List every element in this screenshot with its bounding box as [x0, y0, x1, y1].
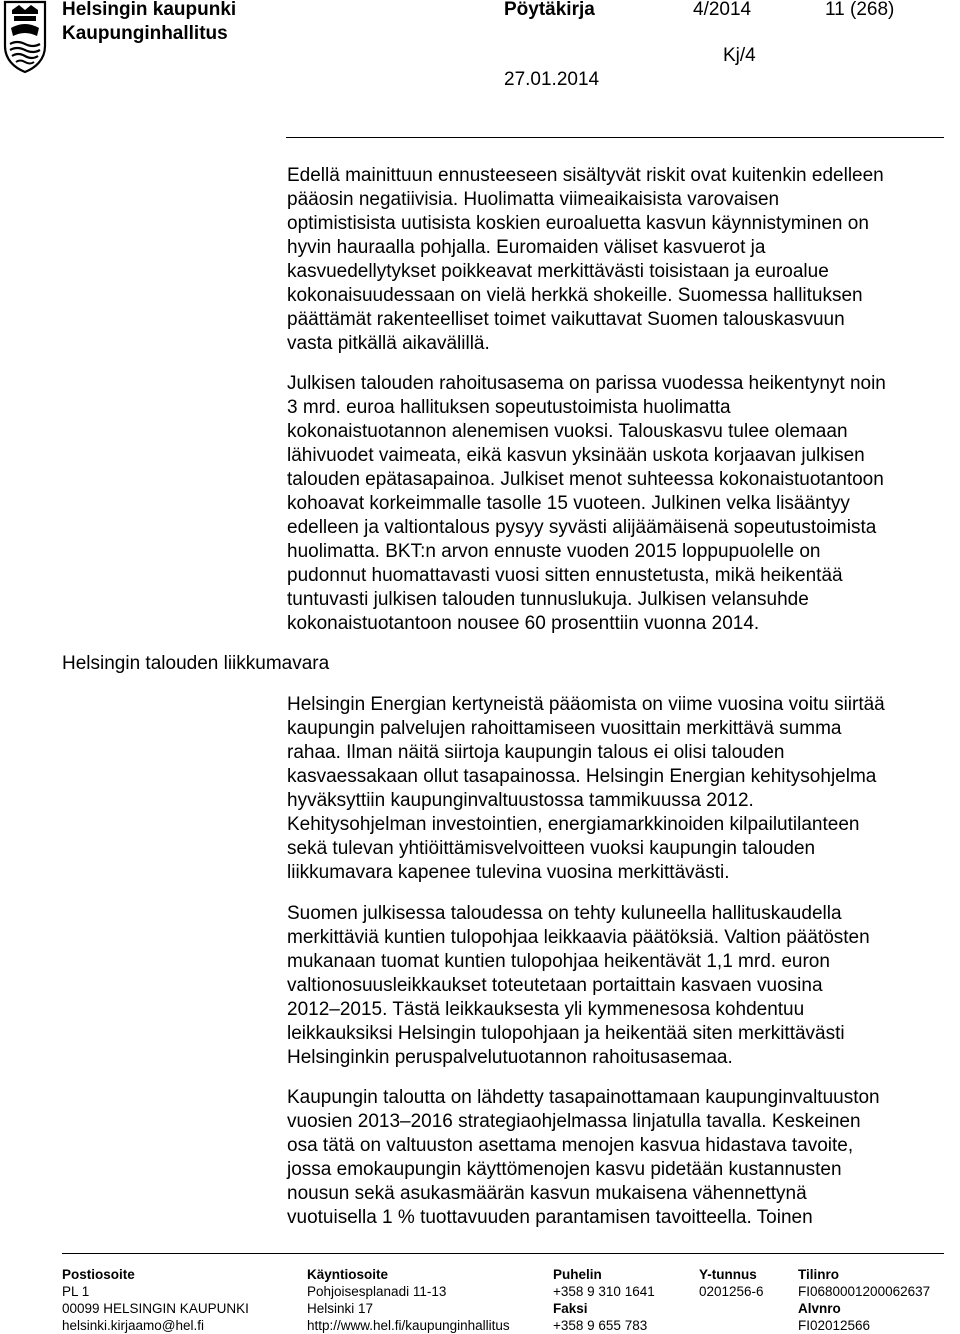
footer-business-id [699, 1266, 764, 1300]
header-section: Kj/4 [723, 45, 756, 66]
text-line: Edellä mainittuun ennusteeseen sisältyvät riskit ovat kuitenkin edelleen [287, 165, 884, 186]
text-line: kasvuedellytykset poikkeavat merkittävästi toisistaan ja euroalue [287, 261, 829, 282]
paragraph-state-cuts [287, 902, 955, 1070]
footer-line: 00099 HELSINGIN KAUPUNKI [62, 1301, 249, 1316]
side-heading: Helsingin talouden liikkumavara [62, 653, 330, 674]
text-line: lähivuodet vaimeata, eikä kasvun yksinään uskota korjaavan julkisen [287, 445, 865, 466]
text-line: edelleen ja valtiontalous pysyy syvästi alijäämäisenä sopeutustoimista [287, 517, 877, 538]
footer-line: +358 9 310 1641 [553, 1284, 655, 1299]
footer-line: Helsinki 17 [307, 1301, 374, 1316]
text-line: sekä tulevan yhtiöittämisvelvoitteen vuoksi kaupungin talouden [287, 838, 816, 859]
text-line: vasta pitkällä aikavälillä. [287, 333, 490, 354]
text-line: optimistisista uutisista koskien euroaluetta kasvun käynnistyminen on [287, 213, 869, 234]
text-line: Helsinginkin peruspalvelutuotannon rahoitusasemaa. [287, 1047, 733, 1068]
text-line: Helsingin Energian kertyneistä pääomista on viime vuosina voitu siirtää [287, 694, 885, 715]
text-line: leikkauksiksi Helsingin tulopohjaan ja heikentää siten merkittävästi [287, 1023, 845, 1044]
text-line: jossa emokaupungin käyttömenojen kasvu pidetään kustannusten [287, 1159, 842, 1180]
city-crest-logo [2, 0, 48, 74]
text-line: tuntuvasti julkisen talouden tunnuslukuja. Julkisen velansuhde [287, 589, 809, 610]
text-line: päättämät rakenteelliset toimet vaikuttavat Suomen talouskasvuun [287, 309, 845, 330]
text-line: mukanaan tuomat kuntien tulopohjaa heikentävät 1,1 mrd. euron [287, 951, 830, 972]
footer-heading: Alvnro [798, 1301, 841, 1316]
text-line: 3 mrd. euroa hallituksen sopeutustoimista huolimatta [287, 397, 731, 418]
footer-heading: Puhelin [553, 1267, 602, 1282]
header-date: 27.01.2014 [504, 69, 600, 90]
text-line: Kehitysohjelman investointien, energiamarkkinoiden kilpailutilanteen [287, 814, 860, 835]
footer-line: Pohjoisesplanadi 11-13 [307, 1284, 447, 1299]
text-line: vuotuisella 1 % tuottavuuden parantamisen tavoitteella. Toinen [287, 1207, 813, 1228]
footer-heading: Faksi [553, 1301, 588, 1316]
footer-heading: Postiosoite [62, 1267, 135, 1282]
header-doc-number: 4/2014 [693, 0, 752, 20]
footer-line: PL 1 [62, 1284, 90, 1299]
header-divider [286, 137, 944, 138]
footer-heading: Tilinro [798, 1267, 840, 1282]
header-doc-type: Pöytäkirja [504, 0, 595, 20]
text-line: talouden epätasapainoa. Julkiset menot suhteessa kokonaistuotantoon [287, 469, 884, 490]
footer-heading: Y-tunnus [699, 1267, 757, 1282]
text-line: osa tätä on valtuuston asettama menojen kasvua hidastava tavoite, [287, 1135, 854, 1156]
text-line: merkittäviä kuntien tulopohjaa leikkaavia päätöksiä. Valtion päätösten [287, 927, 870, 948]
paragraph-strategy [287, 1086, 955, 1230]
footer-divider [62, 1253, 944, 1254]
text-line: Kaupungin taloutta on lähdetty tasapainottamaan kaupunginvaltuuston [287, 1087, 880, 1108]
text-line: 2012–2015. Tästä leikkauksesta yli kymmenesosa kohdentuu [287, 999, 805, 1020]
footer-account [798, 1266, 930, 1334]
text-line: kohoavat korkeimmalle tasolle 15 vuoteen. Julkinen velka lisääntyy [287, 493, 850, 514]
footer-website: http://www.hel.fi/kaupunginhallitus [307, 1318, 510, 1333]
header-page-count: 11 (268) [825, 0, 895, 20]
header-body: Kaupunginhallitus [62, 23, 228, 44]
text-line: nousun sekä asukasmäärän kasvun mukaisena vähennettynä [287, 1183, 807, 1204]
text-line: kaupungin palvelujen rahoittamiseen vuosittain merkittävä summa [287, 718, 842, 739]
paragraph-helsinki-energy [287, 693, 955, 885]
footer-line: +358 9 655 783 [553, 1318, 648, 1333]
paragraph-risks [287, 164, 955, 356]
header-org: Helsingin kaupunki [62, 0, 237, 20]
text-line: valtionosuusleikkaukset toteutetaan portaittain kasvaen vuosina [287, 975, 823, 996]
footer-postal-address [62, 1266, 249, 1334]
footer-line: 0201256-6 [699, 1284, 764, 1299]
text-line: rahaa. Ilman näitä siirtoja kaupungin talous ei olisi talouden [287, 742, 785, 763]
text-line: Suomen julkisessa taloudessa on tehty kuluneella hallituskaudella [287, 903, 842, 924]
text-line: huolimatta. BKT:n arvon ennuste vuoden 2015 loppupuolelle on [287, 541, 821, 562]
text-line: kokonaistuotannon alenemisen vuoksi. Talouskasvu tulee olemaan [287, 421, 848, 442]
text-line: hyvin hauraalla pohjalla. Euromaiden väliset kasvuerot ja [287, 237, 766, 258]
footer-heading: Käyntiosoite [307, 1267, 389, 1282]
footer-line: FI02012566 [798, 1318, 871, 1333]
paragraph-public-finance [287, 372, 955, 636]
text-line: pudonnut huomattavasti vuosi sitten ennustetusta, mikä heikentää [287, 565, 843, 586]
footer-phone [553, 1266, 655, 1334]
text-line: liikkumavara kapenee tulevina vuosina merkittävästi. [287, 862, 730, 883]
footer-line: FI0680001200062637 [798, 1284, 931, 1299]
text-line: pääosin negatiivisia. Huolimatta viimeaikaisista varovaisen [287, 189, 780, 210]
footer-visiting-address [307, 1266, 510, 1334]
text-line: kokonaistuotantoon nousee 60 prosenttiin vuonna 2014. [287, 613, 760, 634]
text-line: Julkisen talouden rahoitusasema on parissa vuodessa heikentynyt noin [287, 373, 886, 394]
text-line: hyväksyttiin kaupunginvaltuustossa tammikuussa 2012. [287, 790, 754, 811]
text-line: kokonaisuudessaan on vielä herkkä shokeille. Suomessa hallituksen [287, 285, 863, 306]
footer-email: helsinki.kirjaamo@hel.fi [62, 1318, 205, 1333]
text-line: vuosien 2013–2016 strategiaohjelmassa linjatulla tavalla. Keskeinen [287, 1111, 861, 1132]
text-line: kasvaessakaan ollut tasapainossa. Helsingin Energian kehitysohjelma [287, 766, 877, 787]
